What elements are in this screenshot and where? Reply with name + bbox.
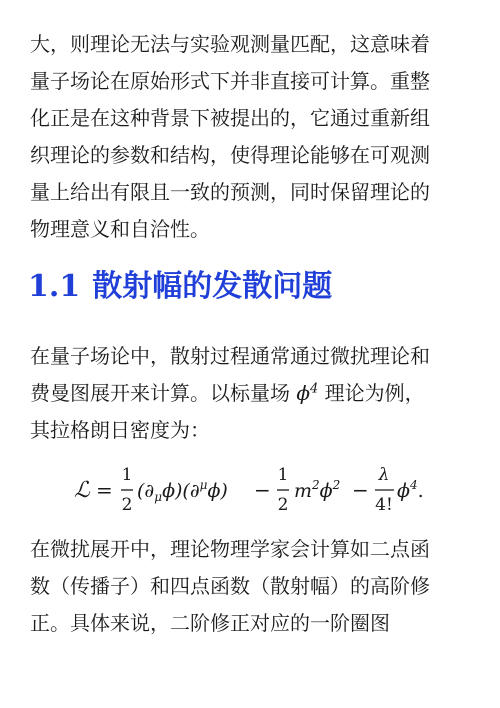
eq-interaction-term [397, 478, 424, 502]
section-heading [28, 267, 332, 307]
eq-exp: 2 [332, 478, 341, 492]
text-line: 量子场论在原始形式下并非直接可计算。重整 [30, 69, 430, 93]
text-fragment: 费曼图展开来计算。以标量场 [30, 381, 297, 405]
eq-frac2-den: 2 [277, 495, 289, 515]
eq-minus-2: − [352, 478, 369, 502]
eq-frac1-num: 1 [121, 465, 133, 485]
text-line: 在量子场论中，散射过程通常通过微扰理论和 [30, 344, 430, 368]
text-line: 其拉格朗日密度为： [30, 418, 210, 442]
eq-equals: = [96, 478, 113, 502]
paragraph-perturbation [30, 531, 470, 642]
lagrangian-equation [0, 456, 500, 526]
eq-part: ϕ) [207, 480, 228, 502]
eq-exp: 4 [409, 478, 418, 492]
eq-exp: 2 [312, 478, 320, 492]
text-fragment: 理论为例， [318, 381, 425, 405]
text-line: 在微扰展开中，理论物理学家会计算如二点函 [30, 537, 430, 561]
section-number: 1.1 [28, 269, 81, 304]
text-line: 化正是在这种背景下被提出的，它通过重新组 [30, 106, 430, 130]
eq-kinetic-term [137, 478, 228, 504]
text-line: 物理意义和自洽性。 [30, 217, 210, 241]
text-line: 正。具体来说，二阶修正对应的一阶圈图 [30, 611, 390, 635]
text-line [30, 375, 470, 412]
paragraph-lagrangian-intro [30, 338, 470, 449]
paragraph-intro [30, 26, 470, 248]
eq-minus-1: − [254, 478, 271, 502]
text-line: 织理论的参数和结构，使得理论能够在可观测 [30, 143, 430, 167]
eq-lhs: ℒ [74, 478, 90, 503]
eq-part: ϕ [319, 480, 333, 502]
inline-math-exponent: 4 [310, 381, 319, 397]
eq-part: m [294, 480, 313, 502]
inline-math-phi: ϕ [296, 381, 310, 405]
eq-sup-mu: μ [199, 478, 208, 492]
section-title: 散射幅的发散问题 [92, 269, 333, 304]
text-line: 数（传播子）和四点函数（散射幅）的高阶修 [30, 574, 430, 598]
eq-frac2-num: 1 [277, 465, 289, 485]
eq-frac3-num: λ [378, 465, 390, 485]
eq-sub-mu: μ [154, 490, 163, 504]
text-line: 大，则理论无法与实验观测量匹配，这意味着 [30, 32, 430, 56]
eq-frac1-den: 2 [121, 495, 133, 515]
eq-part: ϕ [397, 480, 410, 502]
text-line: 量上给出有限且一致的预测，同时保留理论的 [30, 180, 430, 204]
eq-mass-term [294, 478, 340, 502]
eq-part: (∂ [137, 480, 155, 502]
eq-part: ϕ)(∂ [162, 480, 200, 502]
eq-period: . [417, 480, 424, 502]
eq-frac3-den: 4! [375, 495, 393, 515]
